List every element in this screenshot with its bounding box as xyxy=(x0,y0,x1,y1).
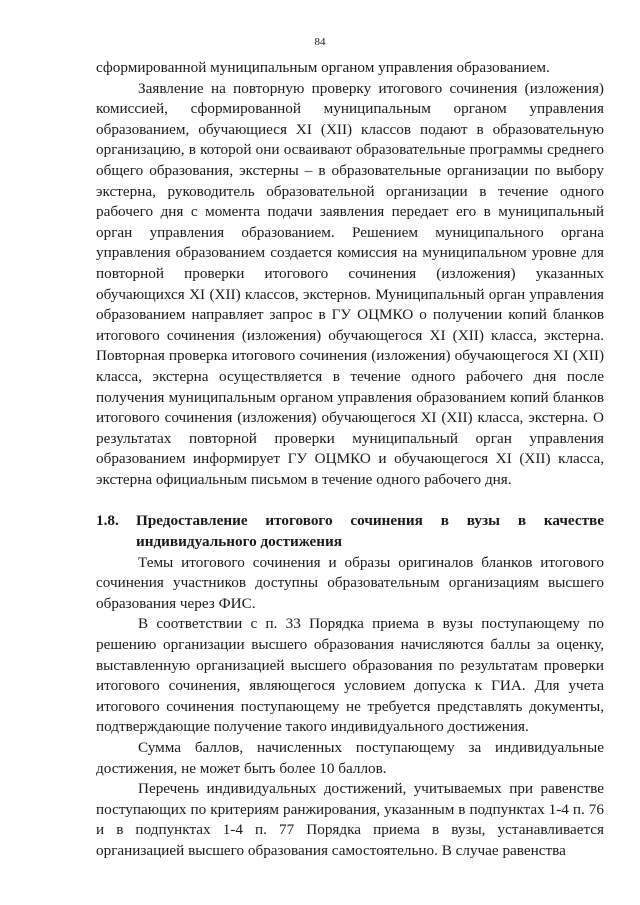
paragraph-achievements-list: Перечень индивидуальных достижений, учитываемых при равенстве поступающих по критериям ранжирования, указанным в подпунктах 1-4 п. 76 и в подпунктах 1-4 п. 77 Порядка приема в вузы, устанавливается организацией высшего образования самостоятельно. В случае равенства xyxy=(96,780,604,859)
section-number: 1.8. xyxy=(96,512,119,530)
section-title: Предоставление итогового сочинения в вузы в качестве индивидуального достижения xyxy=(136,512,604,551)
page-content xyxy=(96,58,604,862)
paragraph-topics-fis: Темы итогового сочинения и образы оригиналов бланков итогового сочинения участников доступны образовательным организациям высшего образования через ФИС. xyxy=(96,553,604,612)
paragraph-admission-points: В соответствии с п. 33 Порядка приема в вузы поступающему по решению организации высшего образования начисляются баллы за оценку, выставленную организацией высшего образования по результатам проверки итогового сочинения, являющегося условием допуска к ГИА. Для учета итогового сочинения поступающему не требуется представлять документы, подтверждающие получение такого индивидуального достижения. xyxy=(96,615,604,736)
paragraph-points-limit: Сумма баллов, начисленных поступающему за индивидуальные достижения, не может быть более 10 баллов. xyxy=(96,739,604,777)
section-heading xyxy=(96,511,604,552)
paragraph-continuation: сформированной муниципальным органом управления образованием. xyxy=(96,59,550,76)
page-number: 84 xyxy=(314,36,326,48)
paragraph-repeat-check: Заявление на повторную проверку итогового сочинения (изложения) комиссией, сформированной муниципальным органом управления образованием, обучающиеся XI (XII) классов подают в образовательную организацию, в которой они осваивают образовательные программы среднего общего образования, экстерны – в образовательные организации по выбору экстерна, руководитель образовательной организации в течение одного рабочего дня с момента подачи заявления передает его в муниципальный орган управления образованием. Решением муниципального органа управления образованием создается комиссия на муниципальном уровне для повторной проверки итогового сочинения (изложения) указанных обучающихся XI (XII) классов, экстернов. Муниципальный орган управления образованием направляет запрос в ГУ ОЦМКО о получении копий бланков итогового сочинения (изложения) обучающегося XI (XII) класса, экстерна. Повторная проверка итогового сочинения (изложения) обучающегося XI (XII) класса, экстерна осуществляется в течение одного рабочего дня после получения муниципальным органом управления образованием копий бланков итогового сочинения (изложения) обучающегося XI (XII) класса, экстерна. О результатах повторной проверки муниципальный орган управления образованием информирует ГУ ОЦМКО и обучающегося XI (XII) класса, экстерна официальным письмом в течение одного рабочего дня. xyxy=(96,79,604,488)
